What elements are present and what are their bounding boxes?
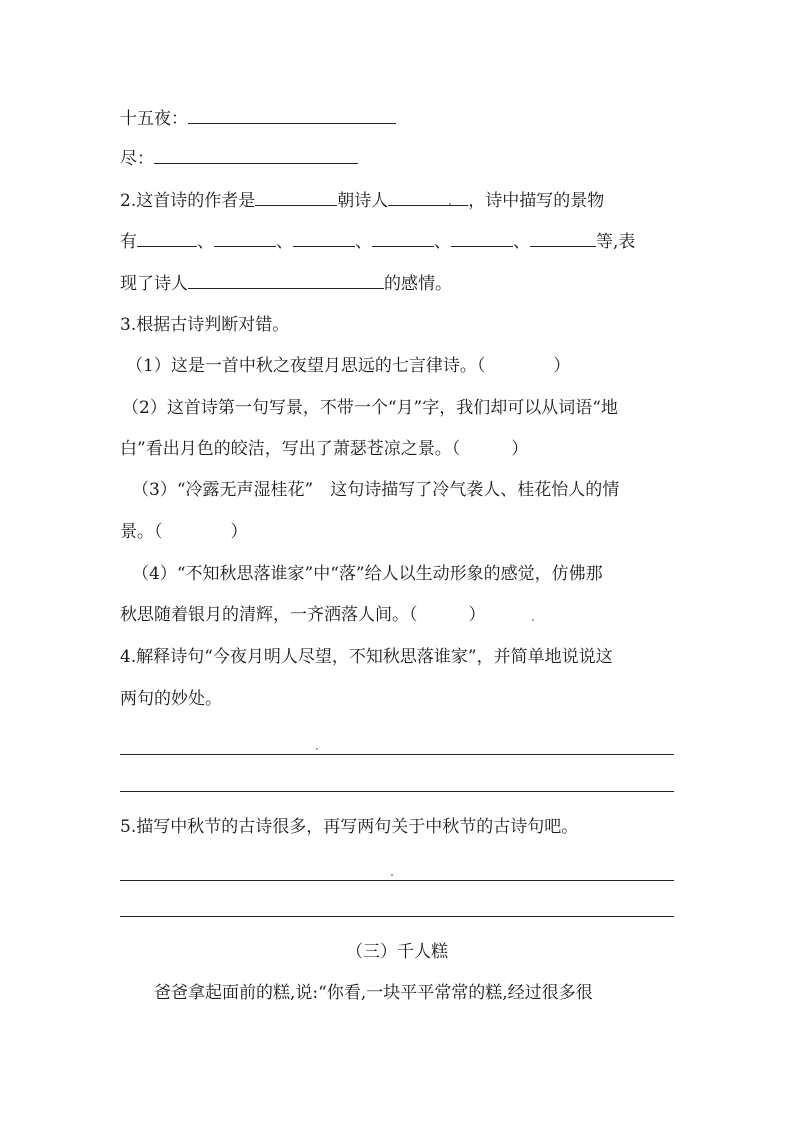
q2-line-3 xyxy=(120,271,452,296)
shiwuye-line xyxy=(120,106,396,131)
q2-text-b: 朝诗人 xyxy=(337,191,389,211)
section-title: （三）千人糕 xyxy=(346,942,448,962)
scan-speck xyxy=(391,874,393,876)
q3-item-4b: 秋思随着银月的清辉，一齐洒落人间。（ ） xyxy=(120,605,486,625)
q4-line-b: 两句的妙处。 xyxy=(120,689,222,709)
story-paragraph: 爸爸拿起面前的糕,说:“你看,一块平平常常的糕,经过很多很 xyxy=(154,983,593,1003)
q2-line-1 xyxy=(120,188,604,213)
q2-line-2 xyxy=(120,229,635,254)
q2-you: 有 xyxy=(120,232,137,252)
q5-text: 5.描写中秋节的古诗很多，再写两句关于中秋节的古诗句吧。 xyxy=(120,817,579,837)
scan-speck xyxy=(316,748,318,750)
jin-label: 尽： xyxy=(120,149,154,169)
q2-scene-blank-4[interactable] xyxy=(372,229,434,247)
q2-sep: 、 xyxy=(355,232,372,252)
q2-scene-blank-5[interactable] xyxy=(451,229,513,247)
q3-title: 3.根据古诗判断对错。 xyxy=(120,315,290,335)
jin-line xyxy=(120,146,358,171)
q2-sep: 、 xyxy=(197,232,214,252)
q3-item-3b: 景。（ ） xyxy=(120,522,248,542)
scan-speck xyxy=(449,203,451,205)
jin-answer-blank[interactable] xyxy=(154,146,358,164)
shiwuye-label: 十五夜： xyxy=(120,109,188,129)
q2-scene-blank-3[interactable] xyxy=(293,229,355,247)
q2-sep: 、 xyxy=(434,232,451,252)
q3-item-1: （1）这是一首中秋之夜望月思远的七言律诗。（ ） xyxy=(126,356,571,376)
q2-scene-blank-6[interactable] xyxy=(530,229,596,247)
q2-line3-a: 现了诗人 xyxy=(120,274,188,294)
q4-answer-line-2[interactable] xyxy=(120,791,674,792)
q4-line-a: 4.解释诗句“今夜月明人尽望，不知秋思落谁家”，并简单地说说这 xyxy=(120,647,613,667)
q3-item-2a: （2）这首诗第一句写景，不带一个“月”字，我们却可以从词语“地 xyxy=(122,398,618,418)
q2-scene-blank-2[interactable] xyxy=(214,229,276,247)
q4-answer-line-1[interactable] xyxy=(120,754,674,755)
q3-item-4a: （4）“不知秋思落谁家”中“落”给人以生动形象的感觉，仿佛那 xyxy=(132,564,603,584)
q2-end: 等,表 xyxy=(596,232,636,252)
q2-text-a: 2.这首诗的作者是 xyxy=(120,191,256,211)
shiwuye-answer-blank[interactable] xyxy=(188,106,396,124)
scan-speck xyxy=(532,619,534,621)
q3-item-2b: 白”看出月色的皎洁，写出了萧瑟苍凉之景。（ ） xyxy=(120,439,529,459)
q2-sep: 、 xyxy=(513,232,530,252)
q2-scene-blank-1[interactable] xyxy=(137,229,197,247)
q2-sep: 、 xyxy=(276,232,293,252)
q2-text-c: ，诗中描写的景物 xyxy=(468,191,605,211)
q2-feeling-blank[interactable] xyxy=(188,271,384,289)
q2-line3-b: 的感情。 xyxy=(384,274,452,294)
q5-answer-line-1[interactable] xyxy=(120,880,674,881)
q5-answer-line-2[interactable] xyxy=(120,916,674,917)
q2-dynasty-blank[interactable] xyxy=(255,188,337,206)
q2-poet-blank[interactable] xyxy=(388,188,468,206)
q3-item-3a: （3）“冷露无声湿桂花” 这句诗描写了冷气袭人、桂花怡人的情 xyxy=(132,480,620,500)
